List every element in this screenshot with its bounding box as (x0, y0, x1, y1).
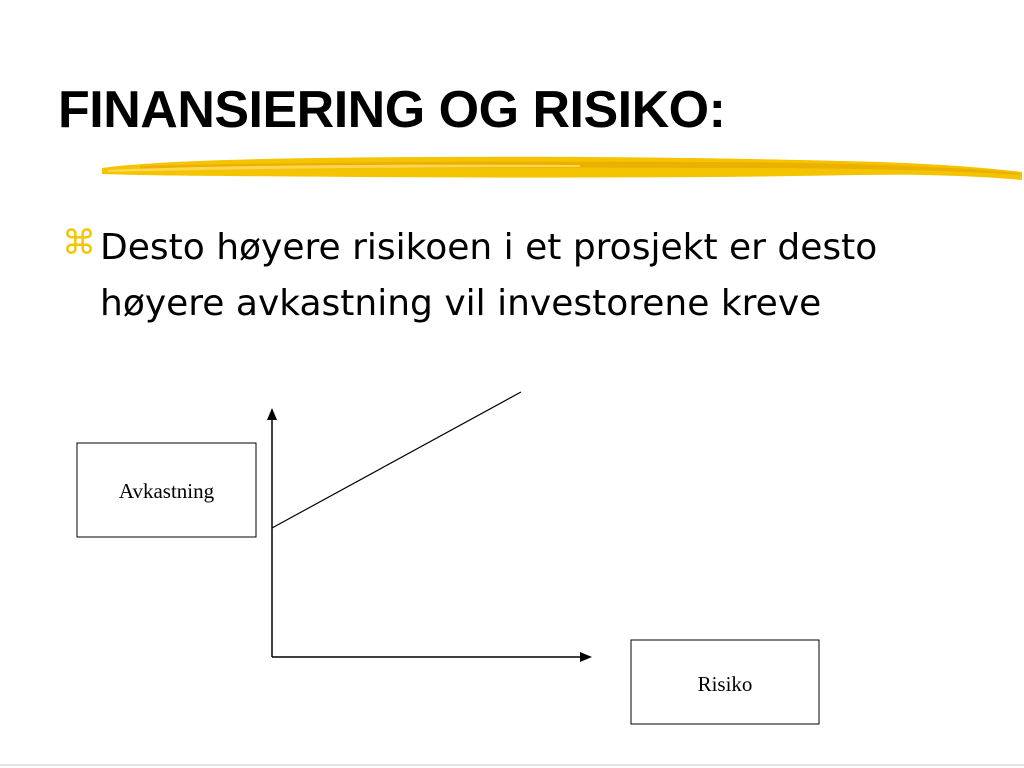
risk-return-line (272, 392, 521, 528)
avkastning-box (77, 443, 256, 537)
risiko-label: Risiko (697, 672, 753, 696)
slide-title: FINANSIERING OG RISIKO: (58, 81, 726, 139)
bullet-text: Desto høyere risikoen i et prosjekt er desto høyere avkastning vil investorene kreve (100, 227, 878, 324)
avkastning-label: Avkastning (118, 479, 215, 503)
z-bullet-icon: ⌘ (62, 223, 96, 263)
risiko-box (631, 640, 819, 724)
bottom-divider (0, 764, 1024, 766)
